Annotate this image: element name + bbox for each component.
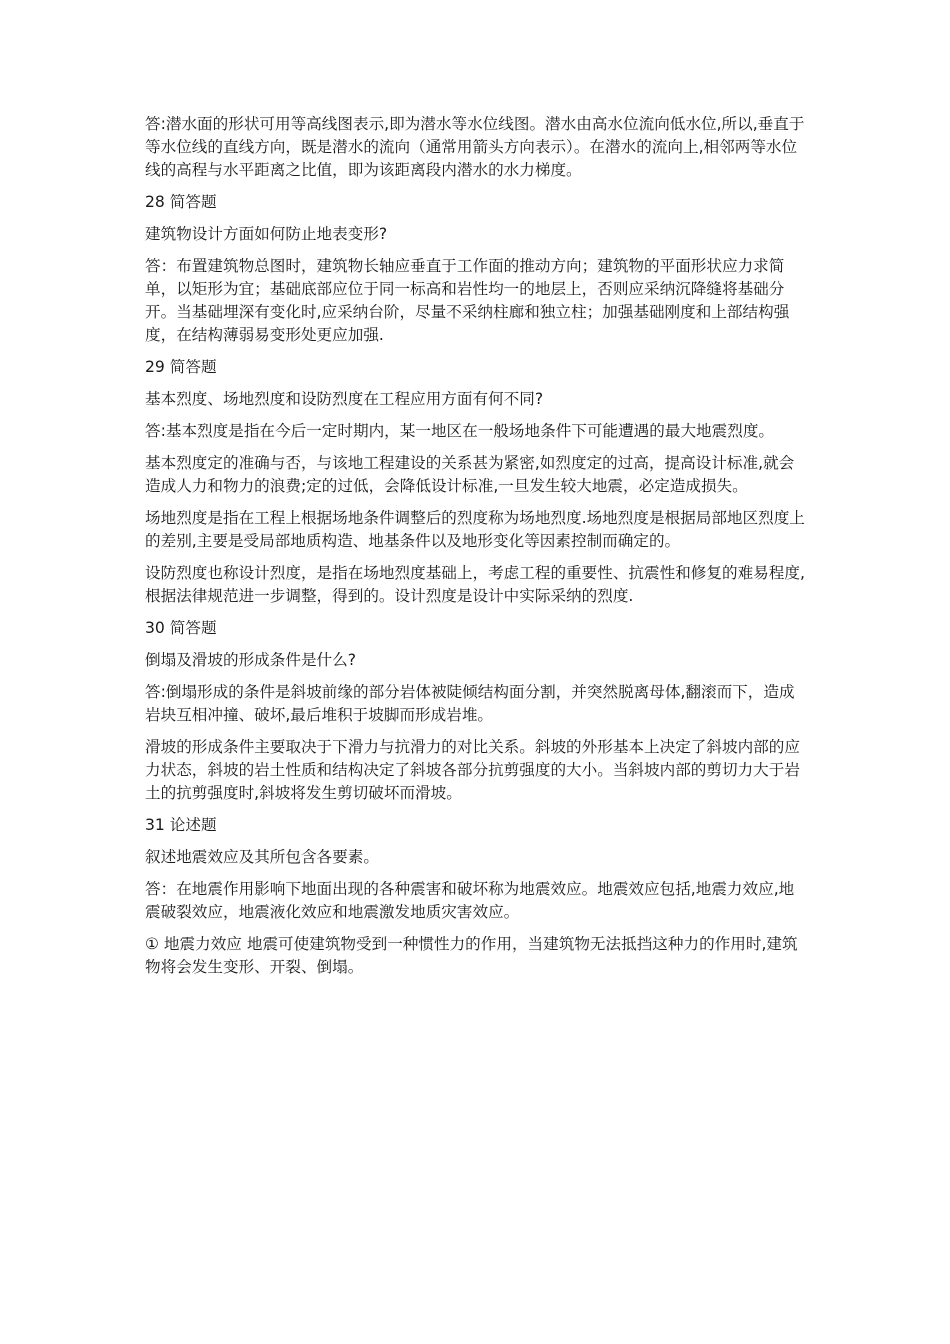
question-heading: 30 简答题 — [145, 619, 217, 637]
question-text: 倒塌及滑坡的形成条件是什么? — [145, 651, 356, 669]
question-heading: 29 简答题 — [145, 358, 217, 376]
answer-paragraph: 基本烈度定的准确与否，与该地工程建设的关系甚为紧密,如烈度定的过高，提高设计标准,就会造成人力和物力的浪费;定的过低，会降低设计标准,一旦发生较大地震，必定造成损失。 — [145, 454, 795, 495]
question-heading: 31 论述题 — [145, 816, 217, 834]
answer-paragraph: 滑坡的形成条件主要取决于下滑力与抗滑力的对比关系。斜坡的外形基本上决定了斜坡内部的应力状态，斜坡的岩土性质和结构决定了斜坡各部分抗剪强度的大小。当斜坡内部的剪切力大于岩土的抗剪强度时,斜坡将发生剪切破坏而滑坡。 — [145, 738, 800, 802]
question-text: 建筑物设计方面如何防止地表变形? — [145, 225, 388, 243]
document-body — [145, 113, 809, 988]
answer-paragraph: ① 地震力效应 地震可使建筑物受到一种惯性力的作用，当建筑物无法抵挡这种力的作用时,建筑物将会发生变形、开裂、倒塌。 — [145, 935, 798, 976]
answer-paragraph: 设防烈度也称设计烈度，是指在场地烈度基础上，考虑工程的重要性、抗震性和修复的难易程度,根据法律规范进一步调整，得到的。设计烈度是设计中实际采纳的烈度. — [145, 564, 805, 605]
answer-paragraph: 答:潜水面的形状可用等高线图表示,即为潜水等水位线图。潜水由高水位流向低水位,所以,垂直于等水位线的直线方向，既是潜水的流向（通常用箭头方向表示）。在潜水的流向上,相邻两等水位线的高程与水平距离之比值，即为该距离段内潜水的水力梯度。 — [145, 115, 805, 179]
question-heading: 28 简答题 — [145, 193, 217, 211]
answer-paragraph: 场地烈度是指在工程上根据场地条件调整后的烈度称为场地烈度.场地烈度是根据局部地区烈度上的差别,主要是受局部地质构造、地基条件以及地形变化等因素控制而确定的。 — [145, 509, 805, 550]
answer-paragraph: 答:基本烈度是指在今后一定时期内，某一地区在一般场地条件下可能遭遇的最大地震烈度。 — [145, 422, 775, 440]
answer-paragraph: 答：在地震作用影响下地面出现的各种震害和破坏称为地震效应。地震效应包括,地震力效应,地震破裂效应，地震液化效应和地震激发地质灾害效应。 — [145, 880, 795, 921]
question-text: 叙述地震效应及其所包含各要素。 — [145, 848, 379, 866]
question-text: 基本烈度、场地烈度和设防烈度在工程应用方面有何不同? — [145, 390, 544, 408]
answer-paragraph: 答:倒塌形成的条件是斜坡前缘的部分岩体被陡倾结构面分割，并突然脱离母体,翻滚而下，造成岩块互相冲撞、破坏,最后堆积于坡脚而形成岩堆。 — [145, 683, 795, 724]
answer-paragraph: 答：布置建筑物总图时，建筑物长轴应垂直于工作面的推动方向；建筑物的平面形状应力求简单，以矩形为宜；基础底部应位于同一标高和岩性均一的地层上，否则应采纳沉降缝将基础分开。当基础埋深有变化时,应采纳台阶，尽量不采纳柱廊和独立柱；加强基础刚度和上部结构强度，在结构薄弱易变形处更应加强. — [145, 257, 790, 344]
